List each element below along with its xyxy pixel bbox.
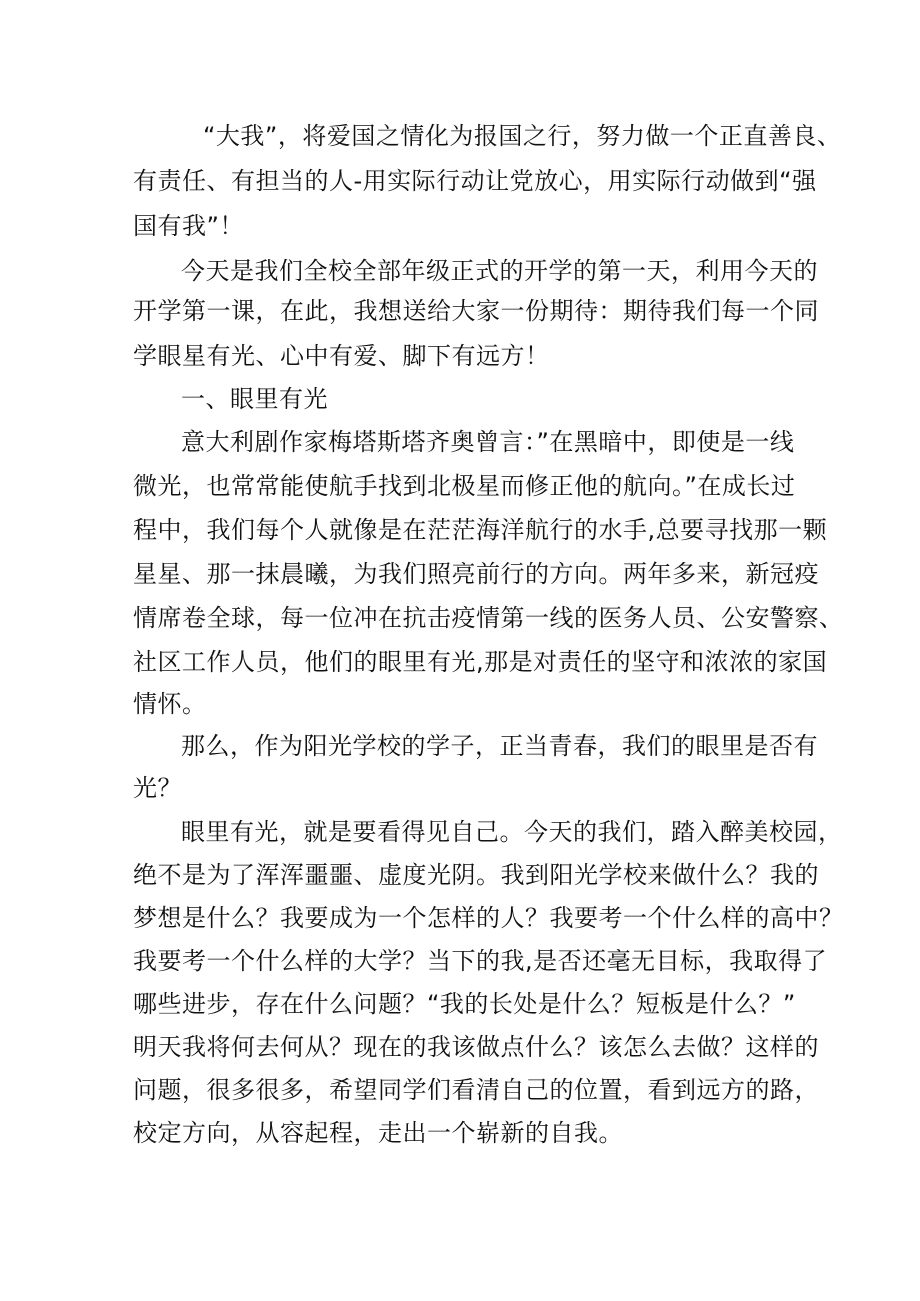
text-line-22: 明天我将何去何从？现在的我该做点什么？该怎么去做？这样的 — [133, 1033, 819, 1061]
text-line-2: 有责任、有担当的人-用实际行动让党放心，用实际行动做到“强 — [133, 167, 817, 195]
text-line-6: 学眼星有光、心中有爱、脚下有远方！ — [133, 342, 550, 370]
text-line-12: 情席卷全球，每一位冲在抗击疫情第一线的医务人员、公安警察、 — [133, 604, 844, 632]
text-line-5: 开学第一课，在此，我想送给大家一份期待：期待我们每一个同 — [133, 297, 819, 325]
text-line-9: 微光，也常常能使航手找到北极星而修正他的航向。”在成长过 — [133, 472, 796, 500]
text-line-11: 星星、那一抹晨曦，为我们照亮前行的方向。两年多来，新冠疫 — [133, 560, 819, 588]
text-line-21: 哪些进步，存在什么问题？“我的长处是什么？短板是什么？” — [133, 990, 796, 1018]
text-line-19: 梦想是什么？我要成为一个怎样的人？我要考一个什么样的高中？ — [133, 904, 844, 932]
text-line-8: 意大利剧作家梅塔斯塔齐奥曾言：”在黑暗中，即使是一线 — [181, 428, 795, 456]
text-line-10: 程中，我们每个人就像是在茫茫海洋航行的水手,总要寻找那一颗 — [133, 516, 828, 544]
text-line-23: 问题，很多很多，希望同学们看清自己的位置，看到远方的路， — [133, 1076, 819, 1104]
section-heading: 一、眼里有光 — [181, 385, 328, 413]
text-line-3: 国有我”！ — [133, 212, 244, 240]
text-line-20: 我要考一个什么样的大学？当下的我,是否还毫无目标，我取得了 — [133, 947, 828, 975]
text-line-15: 那么，作为阳光学校的学子，正当青春，我们的眼里是否有 — [181, 732, 818, 760]
text-line-24: 校定方向，从容起程，走出一个崭新的自我。 — [133, 1119, 623, 1147]
text-line-18: 绝不是为了浑浑噩噩、虚度光阴。我到阳光学校来做什么？我的 — [133, 861, 819, 889]
text-line-17: 眼里有光，就是要看得见自己。今天的我们，踏入醉美校园， — [181, 818, 843, 846]
text-line-14: 情怀。 — [133, 690, 207, 718]
text-line-13: 社区工作人员，他们的眼里有光,那是对责任的坚守和浓浓的家国 — [133, 648, 828, 676]
text-line-16: 光？ — [133, 774, 182, 802]
text-line-1: “大我”，将爱国之情化为报国之行，努力做一个正直善良、 — [203, 122, 842, 150]
text-line-4: 今天是我们全校全部年级正式的开学的第一天，利用今天的 — [181, 257, 818, 285]
